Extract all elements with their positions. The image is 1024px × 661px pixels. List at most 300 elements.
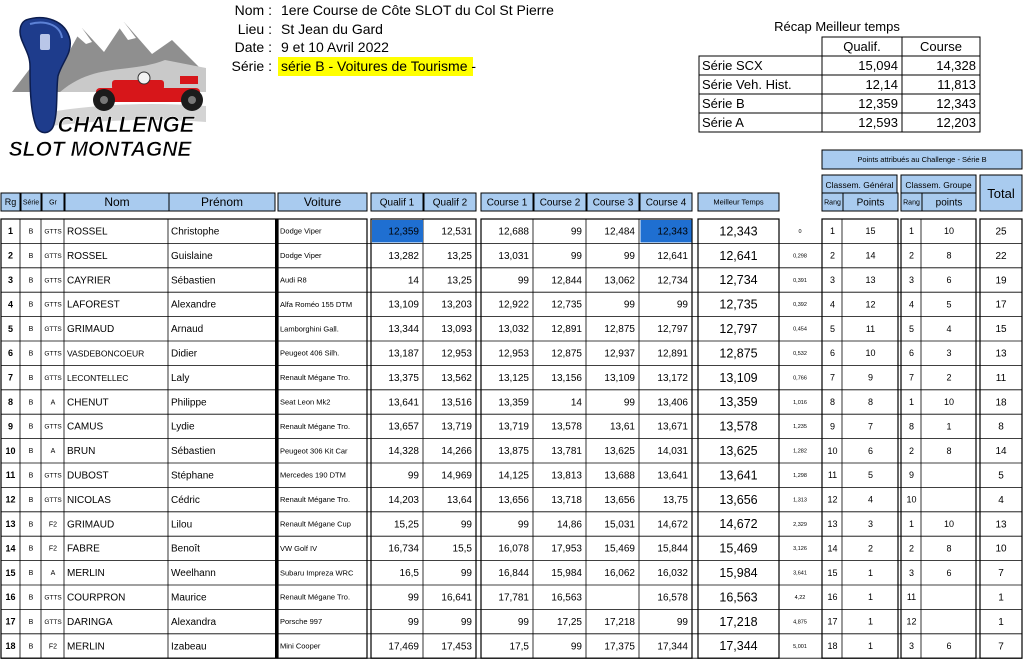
cell-total: 10 <box>995 543 1007 555</box>
cell-course-2: 12,735 <box>551 299 582 311</box>
cell-first-name: Guislaine <box>171 250 213 262</box>
cell-group: F2 <box>48 643 58 651</box>
cell-total: 1 <box>998 592 1004 604</box>
header-group: Gr <box>49 199 57 207</box>
cell-group: GTTS <box>44 277 62 285</box>
cell-qualif-1: 13,187 <box>388 348 419 360</box>
cell-qualif-1: 17,469 <box>388 641 419 653</box>
cell-total: 5 <box>998 470 1004 482</box>
cell-rank: 9 <box>7 421 14 432</box>
cell-serie: B <box>28 423 34 431</box>
cell-course-3: 99 <box>623 250 635 262</box>
recap-title: Récap Meilleur temps <box>774 19 900 34</box>
cell-last-name: MERLIN <box>67 568 105 580</box>
cell-qualif-1: 99 <box>407 592 419 604</box>
cell-group: F2 <box>48 545 58 553</box>
cell-course-4: 15,844 <box>657 543 688 555</box>
cell-ecart: 3,641 <box>793 570 807 577</box>
cell-total: 17 <box>995 299 1007 311</box>
cell-rank: 12 <box>5 494 16 505</box>
cell-course-1: 13,125 <box>498 372 529 384</box>
cell-course-1: 12,922 <box>498 299 529 311</box>
cell-first-name: Weelhann <box>171 568 216 580</box>
cell-course-3: 17,375 <box>604 641 635 653</box>
cell-total: 7 <box>998 568 1004 580</box>
cell-general-points: 1 <box>867 616 874 627</box>
cell-group: A <box>50 570 56 578</box>
cell-best-time: 15,984 <box>719 565 758 580</box>
cell-best-time: 13,625 <box>719 443 758 458</box>
cell-qualif-2: 13,719 <box>441 421 472 433</box>
cell-first-name: Izabeau <box>171 641 207 653</box>
cell-serie: B <box>28 448 34 456</box>
cell-group-rank: 6 <box>908 348 915 359</box>
cell-rank: 14 <box>5 543 16 554</box>
cell-group-rank: 3 <box>908 567 915 578</box>
classement-groupe-label: Classem. Groupe <box>905 180 972 190</box>
cell-best-time: 17,218 <box>719 614 758 629</box>
cell-group-points: 8 <box>946 543 952 554</box>
cell-course-3: 16,062 <box>604 568 635 580</box>
cell-course-1: 13,031 <box>498 250 529 262</box>
cell-general-rank: 5 <box>829 323 836 334</box>
table-row <box>1 414 1022 438</box>
recap-qualif-value: 12,14 <box>865 77 898 92</box>
cell-general-points: 4 <box>867 494 874 505</box>
table-row <box>1 219 1022 243</box>
cell-best-time: 12,735 <box>719 297 758 312</box>
cell-best-time: 12,797 <box>719 321 758 336</box>
cell-car: Alfa Roméo 155 DTM <box>280 299 353 309</box>
cell-general-rank: 4 <box>829 299 836 310</box>
cell-total: 14 <box>995 446 1007 458</box>
cell-car: Renault Mégane Tro. <box>280 592 351 602</box>
cell-course-3: 17,218 <box>604 616 635 628</box>
cell-rank: 6 <box>7 348 14 359</box>
cell-general-rank: 6 <box>829 348 836 359</box>
header-group-points: points <box>935 197 963 209</box>
cell-ecart: 4,875 <box>793 619 807 626</box>
cell-course-1: 16,078 <box>498 543 529 555</box>
cell-course-2: 12,875 <box>551 348 582 360</box>
cell-car: Seat Leon Mk2 <box>280 397 331 407</box>
cell-course-3: 13,688 <box>604 470 635 482</box>
cell-first-name: Sébastien <box>171 275 216 287</box>
table-row <box>1 463 1022 487</box>
cell-last-name: LECONTELLEC <box>67 372 129 383</box>
cell-course-2: 15,984 <box>551 568 582 580</box>
cell-course-1: 17,781 <box>498 592 529 604</box>
cell-general-rank: 16 <box>827 592 838 603</box>
cell-group-points: 10 <box>943 226 955 237</box>
cell-total: 25 <box>995 226 1007 238</box>
cell-course-4: 12,891 <box>657 348 688 360</box>
cell-course-4: 12,641 <box>657 250 688 262</box>
cell-course-3: 13,062 <box>604 275 635 287</box>
cell-group-rank: 1 <box>908 397 915 407</box>
cell-group: A <box>50 448 56 456</box>
cell-qualif-2: 17,453 <box>441 641 472 653</box>
cell-ecart: 2,329 <box>793 521 807 528</box>
cell-serie: B <box>28 301 34 309</box>
cell-first-name: Arnaud <box>171 324 204 336</box>
cell-course-2: 14,86 <box>556 519 582 531</box>
cell-total: 11 <box>995 372 1007 384</box>
cell-course-4: 12,797 <box>657 324 688 336</box>
cell-course-1: 99 <box>517 275 529 287</box>
cell-rank: 7 <box>7 372 14 383</box>
cell-last-name: DUBOST <box>67 470 109 482</box>
cell-serie: B <box>28 570 34 578</box>
cell-general-rank: 7 <box>829 372 836 383</box>
cell-group-points: 4 <box>946 323 952 334</box>
cell-course-2: 13,813 <box>551 470 582 482</box>
cell-course-4: 99 <box>676 299 688 311</box>
recap-serie-label: Série B <box>702 96 745 111</box>
cell-first-name: Lydie <box>171 421 195 433</box>
cell-group-points: 6 <box>946 275 952 285</box>
cell-course-4: 12,343 <box>657 226 688 238</box>
cell-group: GTTS <box>44 472 62 480</box>
cell-course-1: 17,5 <box>509 641 529 653</box>
cell-course-2: 13,781 <box>551 446 582 458</box>
cell-qualif-2: 12,531 <box>441 226 472 238</box>
cell-first-name: Philippe <box>171 397 207 409</box>
cell-qualif-1: 16,734 <box>388 543 419 555</box>
header-car: Voiture <box>303 195 342 209</box>
cell-course-2: 17,953 <box>551 543 582 555</box>
header-general-rank: Rang <box>824 199 841 207</box>
cell-general-points: 6 <box>867 445 874 456</box>
cell-qualif-2: 15,5 <box>452 543 472 555</box>
cell-ecart: 0,532 <box>793 351 807 358</box>
cell-course-1: 12,953 <box>498 348 529 360</box>
cell-rank: 11 <box>5 470 16 481</box>
table-row <box>1 634 1022 658</box>
recap-qualif-value: 12,359 <box>858 96 898 111</box>
cell-serie: B <box>28 228 34 236</box>
cell-qualif-1: 16,5 <box>399 568 419 580</box>
cell-group-rank: 12 <box>906 616 917 627</box>
cell-general-points: 7 <box>867 421 874 432</box>
cell-course-4: 13,641 <box>657 470 688 482</box>
cell-car: Dodge Viper <box>280 251 322 261</box>
cell-group-rank: 3 <box>908 641 915 651</box>
cell-ecart: 0,454 <box>793 326 807 333</box>
cell-course-2: 13,718 <box>551 494 582 506</box>
cell-car: Lamborghini Gall. <box>280 324 339 334</box>
logo-line2: SLOT MONTAGNE <box>8 138 192 161</box>
cell-general-rank: 14 <box>827 543 838 554</box>
table-row <box>1 365 1022 389</box>
cell-last-name: BRUN <box>67 446 96 458</box>
cell-first-name: Alexandre <box>171 299 217 311</box>
cell-course-3: 12,875 <box>604 324 635 336</box>
cell-group-rank: 9 <box>908 470 915 481</box>
cell-rank: 17 <box>5 616 16 627</box>
cell-general-points: 1 <box>867 567 874 578</box>
cell-general-points: 15 <box>865 226 876 237</box>
cell-qualif-1: 13,375 <box>388 372 419 384</box>
table-row <box>1 341 1022 365</box>
cell-course-2: 16,563 <box>551 592 582 604</box>
cell-qualif-1: 12,359 <box>388 226 419 238</box>
cell-course-1: 13,359 <box>498 397 529 409</box>
cell-qualif-2: 99 <box>460 519 472 531</box>
cell-general-rank: 10 <box>827 445 838 456</box>
cell-qualif-2: 14,969 <box>441 470 472 482</box>
cell-first-name: Sébastien <box>171 446 216 458</box>
cell-course-1: 13,656 <box>498 494 529 506</box>
cell-best-time: 17,344 <box>719 639 758 654</box>
cell-course-4: 16,578 <box>657 592 688 604</box>
cell-qualif-1: 99 <box>407 616 419 628</box>
cell-general-points: 5 <box>867 470 874 481</box>
cell-course-2: 12,891 <box>551 324 582 336</box>
cell-ecart: 1,313 <box>793 497 807 504</box>
cell-group: GTTS <box>44 496 62 504</box>
points-title: Points attribués au Challenge - Série B <box>857 155 987 164</box>
cell-course-1: 14,125 <box>498 470 529 482</box>
cell-group-rank: 4 <box>908 299 915 310</box>
cell-car: Peugeot 306 Kit Car <box>280 446 348 456</box>
cell-last-name: CHENUT <box>67 397 109 409</box>
cell-ecart: 5,001 <box>793 643 807 650</box>
cell-first-name: Maurice <box>171 592 207 604</box>
cell-qualif-1: 13,657 <box>388 421 419 433</box>
cell-group-rank: 3 <box>908 275 915 285</box>
table-row <box>1 536 1022 560</box>
cell-serie: B <box>28 374 34 382</box>
table-row <box>1 243 1022 267</box>
header-rank: Rg <box>4 197 17 207</box>
cell-general-rank: 18 <box>827 641 838 651</box>
cell-total: 15 <box>995 324 1007 336</box>
cell-general-rank: 11 <box>827 470 838 481</box>
cell-last-name: NICOLAS <box>67 494 111 506</box>
cell-total: 22 <box>995 250 1007 262</box>
cell-car: Renault Mégane Cup <box>280 519 351 529</box>
cell-last-name: CAYRIER <box>67 275 111 287</box>
cell-course-3: 99 <box>623 397 635 409</box>
cell-last-name: CAMUS <box>67 421 104 433</box>
cell-rank: 1 <box>7 226 14 237</box>
cell-rank: 16 <box>5 592 16 603</box>
cell-group: A <box>50 399 56 407</box>
cell-course-3: 12,484 <box>604 226 635 238</box>
cell-general-rank: 12 <box>827 494 838 505</box>
cell-serie: B <box>28 594 34 602</box>
cell-group-points: 8 <box>946 445 952 456</box>
cell-last-name: COURPRON <box>67 592 126 604</box>
cell-course-4: 16,032 <box>657 568 688 580</box>
cell-first-name: Cédric <box>171 494 200 506</box>
cell-course-3: 15,031 <box>604 519 635 531</box>
cell-general-points: 3 <box>867 519 874 529</box>
header-total: Total <box>987 186 1015 201</box>
cell-course-4: 99 <box>676 616 688 628</box>
cell-group: GTTS <box>44 374 62 382</box>
cell-course-1: 16,844 <box>498 568 529 580</box>
nom-label: Nom : <box>234 2 272 18</box>
cell-car: Dodge Viper <box>280 226 322 236</box>
cell-course-2: 17,25 <box>556 616 582 628</box>
cell-total: 13 <box>995 519 1007 531</box>
cell-course-1: 12,688 <box>498 226 529 238</box>
cell-ecart: 3,126 <box>793 546 807 553</box>
results-table <box>1 175 1022 658</box>
cell-course-2: 13,578 <box>551 421 582 433</box>
cell-group-points: 3 <box>946 348 952 359</box>
cell-rank: 3 <box>7 275 14 285</box>
cell-group: GTTS <box>44 301 62 309</box>
cell-qualif-2: 13,25 <box>446 250 472 262</box>
cell-car: Renault Mégane Tro. <box>280 495 351 505</box>
cell-group-rank: 5 <box>908 323 915 334</box>
cell-ecart: 0,391 <box>793 277 807 284</box>
cell-group-points: 10 <box>943 397 955 407</box>
cell-group-points: 5 <box>946 299 952 310</box>
header-serie: Série <box>22 199 40 207</box>
table-row <box>1 439 1022 463</box>
cell-group-rank: 10 <box>906 494 917 505</box>
cell-group-points: 10 <box>943 519 955 529</box>
cell-best-time: 12,343 <box>719 224 758 239</box>
recap-col-course: Course <box>920 39 962 54</box>
cell-car: Mini Cooper <box>280 641 321 651</box>
cell-rank: 5 <box>7 323 14 334</box>
cell-first-name: Didier <box>171 348 198 360</box>
cell-best-time: 16,563 <box>719 590 758 605</box>
cell-course-1: 13,875 <box>498 446 529 458</box>
cell-course-3: 13,625 <box>604 446 635 458</box>
cell-course-4: 13,406 <box>657 397 688 409</box>
cell-first-name: Benoît <box>171 543 200 555</box>
header-general-points: Points <box>856 197 885 209</box>
cell-qualif-1: 14,203 <box>388 494 419 506</box>
cell-total: 13 <box>995 348 1007 360</box>
cell-serie: B <box>28 521 34 529</box>
cell-rank: 4 <box>7 299 14 310</box>
cell-car: Subaru Impreza WRC <box>280 568 354 578</box>
cell-course-4: 13,75 <box>662 494 688 506</box>
cell-first-name: Christophe <box>171 226 220 238</box>
cell-qualif-2: 16,641 <box>441 592 472 604</box>
cell-qualif-2: 13,516 <box>441 397 472 409</box>
cell-best-time: 14,672 <box>719 517 758 532</box>
cell-group: GTTS <box>44 252 62 260</box>
lieu-value: St Jean du Gard <box>281 21 383 37</box>
recap-course-value: 12,343 <box>936 96 976 111</box>
cell-group-points: 6 <box>946 641 952 651</box>
cell-serie: B <box>28 399 34 407</box>
cell-course-1: 13,719 <box>498 421 529 433</box>
cell-general-rank: 9 <box>829 421 836 432</box>
cell-serie: B <box>28 326 34 334</box>
cell-qualif-2: 13,25 <box>446 275 472 287</box>
cell-course-1: 99 <box>517 519 529 531</box>
cell-car: VW Golf IV <box>280 543 318 553</box>
cell-general-points: 11 <box>865 323 876 334</box>
serie-label: Série : <box>231 58 272 74</box>
cell-qualif-1: 13,109 <box>388 299 419 311</box>
logo-line1: CHALLENGE <box>57 112 195 137</box>
cell-qualif-1: 15,25 <box>393 519 419 531</box>
cell-qualif-1: 14,328 <box>388 446 419 458</box>
cell-general-points: 13 <box>865 275 876 285</box>
cell-group: GTTS <box>44 228 62 236</box>
cell-qualif-2: 13,562 <box>441 372 472 384</box>
date-value: 9 et 10 Avril 2022 <box>281 39 389 55</box>
cell-ecart: 1,298 <box>793 473 807 480</box>
cell-general-points: 2 <box>867 543 874 554</box>
cell-first-name: Alexandra <box>171 616 217 628</box>
cell-group-points: 2 <box>946 372 952 383</box>
challenge-logo <box>9 18 206 161</box>
cell-serie: B <box>28 643 34 651</box>
cell-qualif-2: 13,64 <box>446 494 472 506</box>
cell-course-2: 99 <box>570 226 582 238</box>
cell-general-rank: 3 <box>829 275 836 285</box>
cell-group-rank: 2 <box>908 543 915 554</box>
cell-rank: 8 <box>7 397 14 407</box>
header-course-4: Course 4 <box>645 197 687 209</box>
cell-general-points: 12 <box>865 299 876 310</box>
cell-qualif-2: 12,953 <box>441 348 472 360</box>
cell-qualif-1: 14 <box>407 275 419 287</box>
cell-general-rank: 8 <box>829 397 836 407</box>
cell-best-time: 13,641 <box>719 468 758 483</box>
cell-course-3: 13,109 <box>604 372 635 384</box>
header-qualif-2: Qualif 2 <box>432 197 468 209</box>
recap-serie-label: Série A <box>702 115 744 130</box>
cell-ecart: 1,235 <box>793 424 807 431</box>
cell-ecart: 0 <box>798 229 802 236</box>
cell-car: Porsche 997 <box>280 617 323 627</box>
cell-total: 19 <box>995 275 1007 287</box>
cell-group-rank: 1 <box>908 226 915 237</box>
cell-last-name: GRIMAUD <box>67 519 115 531</box>
table-row <box>1 585 1022 609</box>
cell-last-name: VASDEBONCOEUR <box>67 348 145 359</box>
header-course-2: Course 2 <box>539 197 581 209</box>
date-label: Date : <box>234 39 272 55</box>
cell-serie: B <box>28 618 34 626</box>
cell-general-points: 9 <box>867 372 874 383</box>
cell-first-name: Lilou <box>171 519 193 531</box>
header-last-name: Nom <box>104 195 130 209</box>
recap-qualif-value: 12,593 <box>858 115 898 130</box>
cell-group: GTTS <box>44 326 62 334</box>
cell-rank: 13 <box>5 519 16 529</box>
cell-course-2: 99 <box>570 641 582 653</box>
cell-group-rank: 11 <box>906 592 917 603</box>
table-row <box>1 317 1022 341</box>
recap-serie-label: Série SCX <box>702 58 763 73</box>
cell-general-rank: 17 <box>827 616 838 627</box>
cell-course-2: 12,844 <box>551 275 582 287</box>
cell-ecart: 0,766 <box>793 375 807 382</box>
cell-best-time: 12,641 <box>719 248 758 263</box>
cell-group-points: 8 <box>946 250 952 261</box>
cell-course-4: 13,172 <box>657 372 688 384</box>
serie-value: série B - Voitures de Tourisme - <box>281 58 477 74</box>
recap-course-value: 14,328 <box>936 58 976 73</box>
classement-general-label: Classem. Général <box>825 180 894 190</box>
recap-col-qualif: Qualif. <box>843 39 881 54</box>
cell-course-3: 99 <box>623 299 635 311</box>
nom-value: 1ere Course de Côte SLOT du Col St Pierre <box>281 2 554 18</box>
